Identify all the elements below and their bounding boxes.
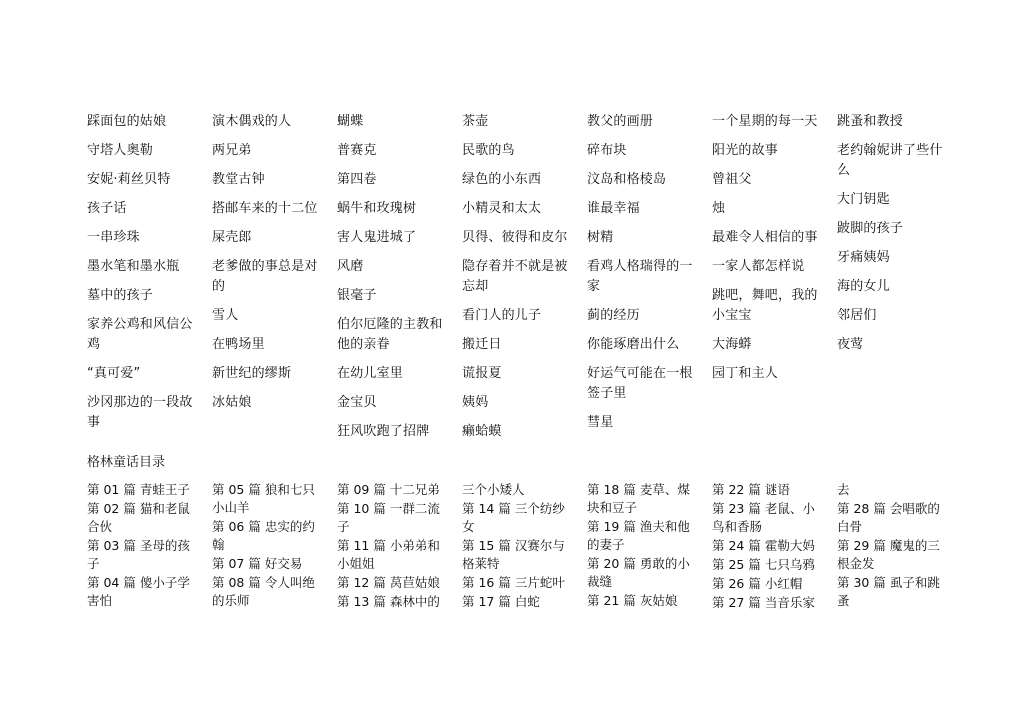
story-title: 冰姑娘 (212, 395, 252, 410)
grimm-column (337, 481, 449, 612)
story-title: 彗星 (587, 415, 614, 430)
story-title: 茶壶 (462, 114, 489, 129)
andersen-column (712, 112, 824, 393)
story-title: 教堂古钟 (212, 172, 265, 187)
story-title: 蓟的经历 (587, 308, 640, 323)
story-title: 跳蚤和教授 (837, 114, 904, 129)
story-title: 第 05 篇 狼和七只小山羊 (212, 482, 315, 515)
grimm-column (462, 481, 574, 612)
story-title: 墓中的孩子 (87, 288, 154, 303)
story-title: 跳吧，舞吧，我的小宝宝 (712, 288, 818, 323)
story-title: 谁最幸福 (587, 201, 640, 216)
story-title: 银毫子 (337, 288, 377, 303)
grimm-column (587, 481, 699, 611)
story-title: 屎壳郎 (212, 230, 252, 245)
story-title: 一个星期的每一天 (712, 114, 818, 129)
story-title: 第 26 篇 小红帽 (712, 576, 803, 591)
story-title: 老爹做的事总是对的 (212, 259, 318, 294)
story-title: 第 20 篇 勇敢的小裁缝 (587, 556, 690, 589)
story-title: 烛 (712, 201, 726, 216)
story-title: 第 28 篇 会唱歌的白骨 (837, 501, 940, 534)
story-title: 树精 (587, 230, 614, 245)
story-title: 教父的画册 (587, 114, 654, 129)
grimm-heading: 格林童话目录 (87, 455, 166, 470)
story-title: 第 04 篇 傻小子学害怕 (87, 575, 190, 608)
story-title: 民歌的鸟 (462, 143, 515, 158)
andersen-column (837, 112, 949, 364)
story-title: 看鸡人格瑞得的一家 (587, 259, 693, 294)
story-title: 第 02 篇 猫和老鼠合伙 (87, 501, 190, 534)
story-title: 搬迁日 (462, 337, 502, 352)
story-title: 第 08 篇 令人叫绝的乐师 (212, 575, 315, 608)
story-title: 蜗牛和玫瑰树 (337, 201, 417, 216)
story-title: 第 22 篇 谜语 (712, 482, 790, 497)
grimm-column (87, 481, 199, 611)
story-title: 墨水笔和墨水瓶 (87, 259, 180, 274)
andersen-column (337, 112, 449, 451)
story-title: 园丁和主人 (712, 366, 779, 381)
story-title: 金宝贝 (337, 395, 377, 410)
story-title: 第 24 篇 霍勒大妈 (712, 538, 815, 553)
story-title: 一串珍珠 (87, 230, 140, 245)
story-title: 好运气可能在一根签子里 (587, 366, 693, 401)
story-title: 新世纪的缪斯 (212, 366, 292, 381)
story-title: 老约翰妮讲了些什么 (837, 143, 943, 178)
story-title: 第 27 篇 当音乐家 (712, 595, 815, 610)
story-title: 姨妈 (462, 395, 489, 410)
story-title: 一家人都怎样说 (712, 259, 805, 274)
story-title: 阳光的故事 (712, 143, 779, 158)
story-title: 演木偶戏的人 (212, 114, 292, 129)
grimm-column (837, 481, 949, 611)
story-title: 第 16 篇 三片蛇叶 (462, 575, 565, 590)
story-title: 曾祖父 (712, 172, 752, 187)
story-title: 第 17 篇 白蛇 (462, 594, 540, 609)
story-title: 小精灵和太太 (462, 201, 542, 216)
story-title: 第四卷 (337, 172, 377, 187)
story-title: 跛脚的孩子 (837, 221, 904, 236)
story-title: 第 09 篇 十二兄弟 (337, 482, 440, 497)
story-title: 伯尔厄隆的主教和他的亲眷 (337, 317, 443, 352)
story-title: 第 25 篇 七只乌鸦 (712, 557, 815, 572)
story-title: 第 07 篇 好交易 (212, 556, 303, 571)
story-title: 最难令人相信的事 (712, 230, 818, 245)
story-title: 三个小矮人 (462, 482, 525, 497)
story-title: 绿色的小东西 (462, 172, 542, 187)
story-title: 雪人 (212, 308, 239, 323)
story-title: 孩子话 (87, 201, 127, 216)
story-title: 搭邮车来的十二位 (212, 201, 318, 216)
story-title: 第 29 篇 魔鬼的三根金发 (837, 538, 940, 571)
andersen-column (87, 112, 199, 442)
story-title: 普赛克 (337, 143, 377, 158)
story-title: 夜莺 (837, 337, 864, 352)
story-title: 汶岛和格棱岛 (587, 172, 667, 187)
grimm-column (212, 481, 324, 611)
story-title: 第 12 篇 莴苣姑娘 (337, 575, 440, 590)
story-title: 第 30 篇 虱子和跳蚤 (837, 575, 940, 608)
story-title: 两兄弟 (212, 143, 252, 158)
story-title: 去 (837, 482, 850, 497)
story-title: 第 10 篇 一群二流子 (337, 501, 440, 534)
story-title: 第 14 篇 三个纺纱女 (462, 501, 565, 534)
story-title: 癞蛤蟆 (462, 424, 502, 439)
story-title: 邻居们 (837, 308, 877, 323)
story-title: 蝴蝶 (337, 114, 364, 129)
story-title: 第 11 篇 小弟弟和小姐姐 (337, 538, 440, 571)
story-title: 在鸭场里 (212, 337, 265, 352)
story-title: 害人鬼进城了 (337, 230, 417, 245)
story-title: 狂风吹跑了招牌 (337, 424, 430, 439)
andersen-column (587, 112, 699, 442)
story-title: 碎布块 (587, 143, 627, 158)
story-title: 风磨 (337, 259, 364, 274)
story-title: 第 18 篇 麦草、煤块和豆子 (587, 482, 690, 515)
story-title: 大门钥匙 (837, 192, 890, 207)
story-title: 第 23 篇 老鼠、小鸟和香肠 (712, 501, 815, 534)
story-title: 第 21 篇 灰姑娘 (587, 593, 678, 608)
story-title: 家养公鸡和风信公鸡 (87, 317, 193, 352)
story-title: 守塔人奥勒 (87, 143, 154, 158)
story-title: 谎报夏 (462, 366, 502, 381)
story-title: “真可爱” (87, 366, 141, 381)
story-title: 看门人的儿子 (462, 308, 542, 323)
story-title: 第 03 篇 圣母的孩子 (87, 538, 190, 571)
story-title: 你能琢磨出什么 (587, 337, 680, 352)
story-title: 安妮·莉丝贝特 (87, 172, 171, 187)
story-title: 贝得、彼得和皮尔 (462, 230, 568, 245)
grimm-column (712, 481, 824, 613)
andersen-column (462, 112, 574, 451)
story-title: 第 13 篇 森林中的 (337, 594, 440, 609)
story-title: 在幼儿室里 (337, 366, 404, 381)
story-title: 踩面包的姑娘 (87, 114, 167, 129)
story-title: 第 15 篇 汉赛尔与格莱特 (462, 538, 565, 571)
story-title: 牙痛姨妈 (837, 250, 890, 265)
story-title: 隐存着并不就是被忘却 (462, 259, 568, 294)
story-title: 第 19 篇 渔夫和他的妻子 (587, 519, 690, 552)
story-title: 海的女儿 (837, 279, 890, 294)
story-title: 大海蟒 (712, 337, 752, 352)
story-title: 沙冈那边的一段故事 (87, 395, 193, 430)
story-title: 第 01 篇 青蛙王子 (87, 482, 190, 497)
andersen-column (212, 112, 324, 422)
story-title: 第 06 篇 忠实的约翰 (212, 519, 315, 552)
